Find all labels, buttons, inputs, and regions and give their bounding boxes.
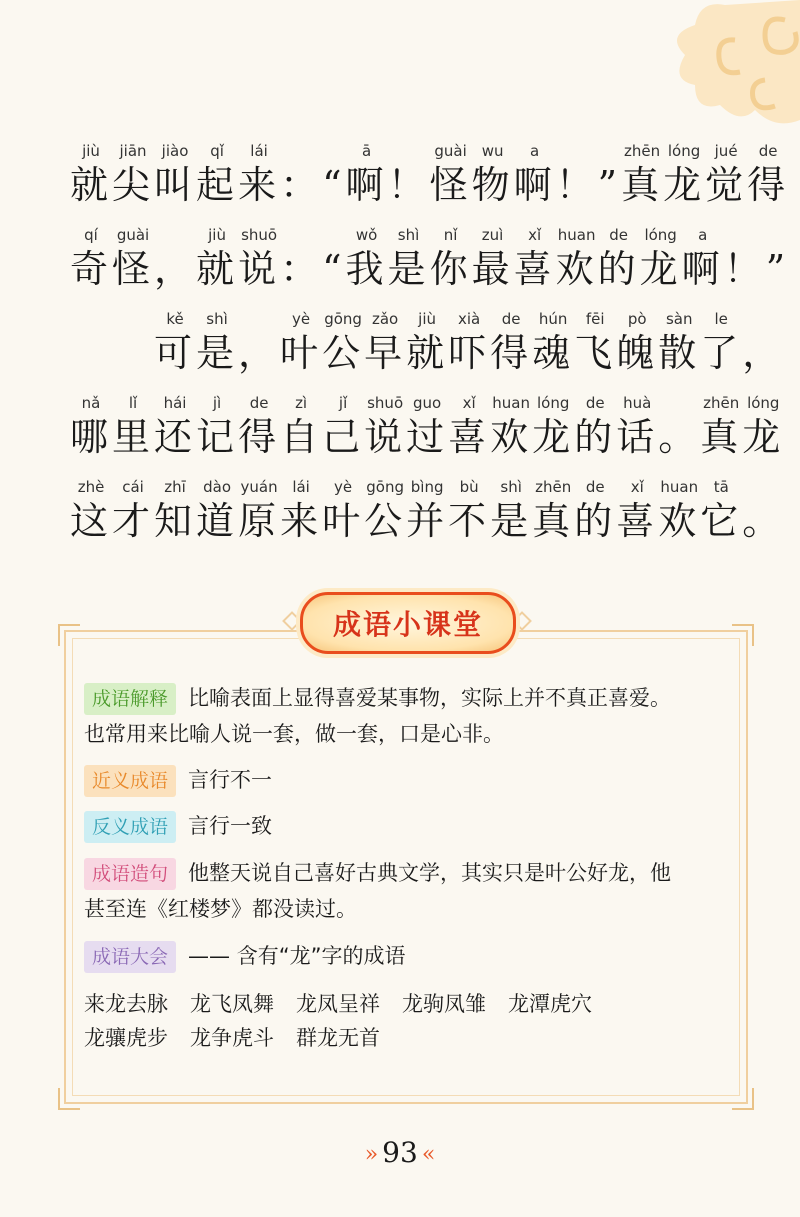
hanzi: 欢 xyxy=(490,415,533,459)
hanzi: 欢 xyxy=(658,499,701,543)
ruby-char xyxy=(364,308,406,376)
dragon-idioms-row2 xyxy=(84,1020,402,1056)
pinyin: jiān xyxy=(119,142,147,160)
hanzi: ！ xyxy=(723,247,766,291)
hanzi: 的 xyxy=(574,415,617,459)
ruby-char xyxy=(658,308,700,376)
pinyin: jǐ xyxy=(338,394,348,412)
pinyin: lái xyxy=(292,478,310,496)
pinyin: a xyxy=(698,226,708,244)
pinyin: de xyxy=(501,310,521,328)
pinyin: xǐ xyxy=(462,394,476,412)
ruby-char xyxy=(280,476,322,544)
hanzi: 起 xyxy=(196,163,239,207)
hanzi: 最 xyxy=(471,247,514,291)
idiom-class-title-text: 成语小课堂 xyxy=(332,608,483,641)
ruby-char xyxy=(406,308,448,376)
ruby-char xyxy=(532,308,574,376)
hanzi: 吓 xyxy=(448,331,491,375)
hanzi: 过 xyxy=(406,415,449,459)
pinyin: huan xyxy=(557,226,596,244)
ruby-char xyxy=(196,308,238,376)
ruby-char xyxy=(448,476,490,544)
pinyin: de xyxy=(585,394,605,412)
pinyin: cái xyxy=(122,478,144,496)
hanzi: ： xyxy=(280,163,323,207)
hanzi: 它 xyxy=(700,499,743,543)
story-line xyxy=(70,224,790,308)
sentence-section xyxy=(84,855,671,927)
antonym-text: 言行一致 xyxy=(188,814,273,838)
ruby-char xyxy=(616,476,658,544)
ruby-char xyxy=(724,224,766,292)
pinyin: xià xyxy=(457,310,481,328)
ruby-char xyxy=(280,224,322,292)
pinyin: gōng xyxy=(366,478,404,496)
hanzi: 不 xyxy=(448,499,491,543)
hanzi: 得 xyxy=(238,415,281,459)
hanzi: 魂 xyxy=(532,331,575,375)
pinyin: lóng xyxy=(747,394,780,412)
hanzi: 早 xyxy=(364,331,407,375)
hanzi: 原 xyxy=(238,499,281,543)
hanzi: ， xyxy=(238,331,281,375)
hanzi: 叫 xyxy=(154,163,197,207)
ruby-char xyxy=(70,224,112,292)
sentence-line1: 他整天说自己喜好古典文学，其实只是叶公好龙，他 xyxy=(188,861,672,885)
hanzi: 啊 xyxy=(345,163,388,207)
idiom-item: 龙飞凤舞 xyxy=(190,992,274,1016)
hanzi: 叶 xyxy=(322,499,365,543)
ruby-char xyxy=(280,308,322,376)
hanzi: 里 xyxy=(112,415,155,459)
pinyin: kě xyxy=(166,310,184,328)
hanzi: 记 xyxy=(196,415,239,459)
pinyin: gōng xyxy=(324,310,362,328)
ruby-char xyxy=(70,140,112,208)
pinyin: guài xyxy=(116,226,150,244)
pinyin: zhè xyxy=(77,478,105,496)
ruby-char xyxy=(196,476,238,544)
pinyin: xǐ xyxy=(528,226,542,244)
synonym-text: 言行不一 xyxy=(188,768,273,792)
hanzi: 真 xyxy=(621,163,664,207)
pinyin: xǐ xyxy=(630,478,644,496)
ruby-char xyxy=(700,308,742,376)
hanzi: 得 xyxy=(490,331,533,375)
ruby-char xyxy=(598,140,621,208)
hanzi: 怪 xyxy=(429,163,472,207)
story-line xyxy=(70,140,790,224)
ruby-char xyxy=(490,308,532,376)
hanzi: 并 xyxy=(406,499,449,543)
cloud-ornament-icon xyxy=(625,0,800,130)
hanzi: 得 xyxy=(747,163,790,207)
story-text xyxy=(70,140,790,560)
hanzi: 的 xyxy=(574,499,617,543)
ruby-char xyxy=(663,140,705,208)
pinyin: dào xyxy=(203,478,231,496)
collection-section xyxy=(84,938,405,974)
hanzi: ！ xyxy=(387,163,430,207)
hanzi: 龙 xyxy=(639,247,682,291)
pinyin: jiù xyxy=(82,142,100,160)
ruby-char xyxy=(154,308,196,376)
frame-corner xyxy=(732,1088,754,1110)
ruby-char xyxy=(322,224,345,292)
ruby-char xyxy=(322,392,364,460)
ruby-char xyxy=(154,140,196,208)
ruby-char xyxy=(514,140,556,208)
ruby-char xyxy=(658,392,700,460)
ruby-char xyxy=(196,392,238,460)
hanzi: 知 xyxy=(154,499,197,543)
pinyin: de xyxy=(609,226,628,244)
pinyin: de xyxy=(585,478,605,496)
hanzi: 喜 xyxy=(616,499,659,543)
pinyin: qí xyxy=(84,226,98,244)
pinyin: zì xyxy=(295,394,308,412)
ruby-char xyxy=(154,392,196,460)
collection-tag: 成语大会 xyxy=(84,941,176,973)
hanzi: ， xyxy=(742,331,785,375)
ruby-char xyxy=(700,392,742,460)
ruby-char xyxy=(742,392,784,460)
pinyin: tā xyxy=(713,478,729,496)
hanzi: 就 xyxy=(70,163,113,207)
hanzi: 公 xyxy=(364,499,407,543)
pinyin: wu xyxy=(481,142,504,160)
pinyin: zhēn xyxy=(624,142,661,160)
ruby-char xyxy=(70,476,112,544)
ruby-char xyxy=(490,392,532,460)
pinyin: jiù xyxy=(418,310,437,328)
ruby-char xyxy=(574,308,616,376)
idiom-item: 龙潭虎穴 xyxy=(508,992,592,1016)
dragon-idioms-row1 xyxy=(84,986,614,1022)
hanzi: 是 xyxy=(196,331,239,375)
pinyin: lǐ xyxy=(128,394,138,412)
ruby-char xyxy=(280,140,322,208)
collection-text: —— 含有“龙”字的成语 xyxy=(188,944,406,968)
explanation-tag: 成语解释 xyxy=(84,683,176,715)
pinyin: zhī xyxy=(164,478,186,496)
pinyin: a xyxy=(530,142,540,160)
pinyin: jué xyxy=(714,142,738,160)
hanzi: 我 xyxy=(345,247,388,291)
sentence-tag: 成语造句 xyxy=(84,858,176,890)
hanzi: ！ xyxy=(555,163,598,207)
ruby-char xyxy=(682,224,724,292)
pinyin: sàn xyxy=(665,310,693,328)
explanation-line2: 也常用来比喻人说一套，做一套，口是心非。 xyxy=(84,722,504,746)
pinyin: huà xyxy=(623,394,652,412)
synonym-section xyxy=(84,762,272,798)
ruby-char xyxy=(556,224,598,292)
pinyin: zhēn xyxy=(703,394,740,412)
pinyin: yuán xyxy=(240,478,278,496)
hanzi: 哪 xyxy=(70,415,113,459)
ruby-char xyxy=(322,308,364,376)
ruby-char xyxy=(154,224,196,292)
ruby-char xyxy=(616,392,658,460)
ruby-char xyxy=(598,224,640,292)
pinyin: zǎo xyxy=(371,310,399,328)
hanzi: 就 xyxy=(196,247,239,291)
hanzi: 说 xyxy=(364,415,407,459)
pinyin: yè xyxy=(292,310,311,328)
frame-corner xyxy=(58,1088,80,1110)
pinyin: hún xyxy=(538,310,568,328)
ruby-char xyxy=(616,308,658,376)
pinyin: le xyxy=(714,310,728,328)
pinyin: lóng xyxy=(644,226,677,244)
pinyin: pò xyxy=(627,310,647,328)
ruby-char xyxy=(532,392,574,460)
hanzi: 怪 xyxy=(112,247,155,291)
pinyin: qǐ xyxy=(210,142,224,160)
pinyin: jiù xyxy=(208,226,226,244)
frame-corner xyxy=(732,624,754,646)
hanzi: 尖 xyxy=(112,163,155,207)
pinyin: de xyxy=(249,394,269,412)
ruby-char xyxy=(112,224,154,292)
ruby-char xyxy=(556,140,598,208)
ruby-char xyxy=(747,140,789,208)
hanzi: 这 xyxy=(70,499,113,543)
hanzi: 啊 xyxy=(513,163,556,207)
ruby-char xyxy=(532,476,574,544)
pinyin: shì xyxy=(206,310,228,328)
pinyin: shì xyxy=(397,226,420,244)
hanzi: 才 xyxy=(112,499,155,543)
synonym-tag: 近义成语 xyxy=(84,765,176,797)
ruby-char xyxy=(514,224,556,292)
hanzi: 飞 xyxy=(574,331,617,375)
hanzi: ： xyxy=(280,247,323,291)
ruby-char xyxy=(196,224,238,292)
ruby-char xyxy=(238,224,280,292)
hanzi: 叶 xyxy=(280,331,323,375)
pinyin: de xyxy=(758,142,778,160)
hanzi: 可 xyxy=(154,331,197,375)
hanzi: “ xyxy=(322,163,346,207)
explanation-line1: 比喻表面上显得喜爱某事物，实际上并不真正喜爱。 xyxy=(188,686,672,710)
pinyin: huan xyxy=(660,478,699,496)
pinyin: nǎ xyxy=(81,394,101,412)
ruby-char xyxy=(448,308,490,376)
hanzi: 自 xyxy=(280,415,323,459)
hanzi: 是 xyxy=(490,499,533,543)
ruby-char xyxy=(322,476,364,544)
ruby-char xyxy=(490,476,532,544)
hanzi: “ xyxy=(322,247,346,291)
hanzi: ， xyxy=(154,247,197,291)
hanzi: 话 xyxy=(616,415,659,459)
ruby-char xyxy=(640,224,682,292)
double-chevron-right-icon: » xyxy=(364,1142,379,1167)
idiom-item: 群龙无首 xyxy=(296,1026,380,1050)
hanzi: 就 xyxy=(406,331,449,375)
pinyin: hái xyxy=(163,394,187,412)
ruby-char xyxy=(70,392,112,460)
ruby-char xyxy=(406,476,448,544)
ruby-char xyxy=(742,476,784,544)
hanzi: 奇 xyxy=(70,247,113,291)
pinyin: guài xyxy=(434,142,467,160)
ruby-char xyxy=(430,140,472,208)
idiom-item: 龙凤呈祥 xyxy=(296,992,380,1016)
pinyin: nǐ xyxy=(443,226,458,244)
ruby-char xyxy=(658,476,700,544)
pinyin: zuì xyxy=(481,226,504,244)
pinyin: shuō xyxy=(367,394,404,412)
antonym-tag: 反义成语 xyxy=(84,811,176,843)
hanzi: 道 xyxy=(196,499,239,543)
ruby-char xyxy=(238,476,280,544)
pinyin: bìng xyxy=(410,478,444,496)
hanzi: 物 xyxy=(471,163,514,207)
hanzi: 公 xyxy=(322,331,365,375)
idiom-item: 龙骧虎步 xyxy=(84,1026,168,1050)
ruby-char xyxy=(346,140,388,208)
hanzi: 真 xyxy=(532,499,575,543)
ruby-char xyxy=(238,392,280,460)
ruby-char xyxy=(574,476,616,544)
story-line xyxy=(70,476,785,560)
ruby-char xyxy=(472,224,514,292)
ruby-char xyxy=(238,308,280,376)
ruby-char xyxy=(322,140,345,208)
story-line xyxy=(70,308,785,392)
explanation-section xyxy=(84,680,671,752)
idiom-class-title xyxy=(300,592,516,654)
hanzi: ” xyxy=(765,247,790,291)
hanzi: 你 xyxy=(429,247,472,291)
pinyin: huan xyxy=(492,394,531,412)
hanzi: ” xyxy=(597,163,622,207)
idiom-item: 龙驹凤雏 xyxy=(402,992,486,1016)
pinyin: jiào xyxy=(161,142,189,160)
ruby-char xyxy=(766,224,789,292)
ruby-char xyxy=(196,140,238,208)
pinyin: zhēn xyxy=(535,478,572,496)
hanzi: 还 xyxy=(154,415,197,459)
ruby-char xyxy=(154,476,196,544)
story-line xyxy=(70,392,785,476)
hanzi: 龙 xyxy=(663,163,706,207)
hanzi: 喜 xyxy=(513,247,556,291)
ruby-char xyxy=(406,392,448,460)
hanzi: 。 xyxy=(658,415,701,459)
ruby-char xyxy=(472,140,514,208)
ruby-char xyxy=(364,392,406,460)
hanzi: 魄 xyxy=(616,331,659,375)
ruby-char xyxy=(448,392,490,460)
pinyin: fēi xyxy=(585,310,605,328)
ruby-char xyxy=(388,140,430,208)
double-chevron-left-icon: « xyxy=(421,1142,436,1167)
page-number-text: 93 xyxy=(382,1136,418,1169)
ruby-char xyxy=(574,392,616,460)
hanzi: 来 xyxy=(280,499,323,543)
pinyin: lóng xyxy=(536,394,570,412)
ruby-char xyxy=(705,140,747,208)
hanzi: 说 xyxy=(238,247,281,291)
sentence-line2: 甚至连《红楼梦》都没读过。 xyxy=(84,897,357,921)
hanzi: 己 xyxy=(322,415,365,459)
pinyin: guo xyxy=(413,394,442,412)
pinyin: lóng xyxy=(667,142,701,160)
ruby-char xyxy=(388,224,430,292)
ruby-char xyxy=(346,224,388,292)
antonym-section xyxy=(84,808,272,844)
ruby-char xyxy=(700,476,742,544)
hanzi: 来 xyxy=(238,163,281,207)
hanzi: 真 xyxy=(700,415,743,459)
frame-corner xyxy=(58,624,80,646)
page-number xyxy=(0,1136,800,1169)
hanzi: 的 xyxy=(597,247,640,291)
ruby-char xyxy=(742,308,784,376)
idiom-item: 龙争虎斗 xyxy=(190,1026,274,1050)
hanzi: 龙 xyxy=(742,415,785,459)
hanzi: 啊 xyxy=(681,247,724,291)
diamond-deco-icon xyxy=(282,611,302,631)
hanzi: 觉 xyxy=(705,163,748,207)
hanzi: 了 xyxy=(700,331,743,375)
ruby-char xyxy=(112,476,154,544)
pinyin: shì xyxy=(500,478,522,496)
ruby-char xyxy=(430,224,472,292)
hanzi: 散 xyxy=(658,331,701,375)
ruby-char xyxy=(364,476,406,544)
hanzi: 欢 xyxy=(555,247,598,291)
hanzi: 喜 xyxy=(448,415,491,459)
pinyin: yè xyxy=(334,478,353,496)
pinyin: wǒ xyxy=(355,226,378,244)
hanzi: 。 xyxy=(742,499,785,543)
hanzi: 是 xyxy=(387,247,430,291)
hanzi: 龙 xyxy=(532,415,575,459)
ruby-char xyxy=(112,392,154,460)
ruby-char xyxy=(280,392,322,460)
pinyin: bù xyxy=(459,478,479,496)
ruby-char xyxy=(112,140,154,208)
pinyin: shuō xyxy=(241,226,278,244)
pinyin: lái xyxy=(250,142,268,160)
ruby-char xyxy=(621,140,663,208)
pinyin: ā xyxy=(361,142,372,160)
idiom-item: 来龙去脉 xyxy=(84,992,168,1016)
pinyin: jì xyxy=(212,394,222,412)
ruby-char xyxy=(238,140,280,208)
